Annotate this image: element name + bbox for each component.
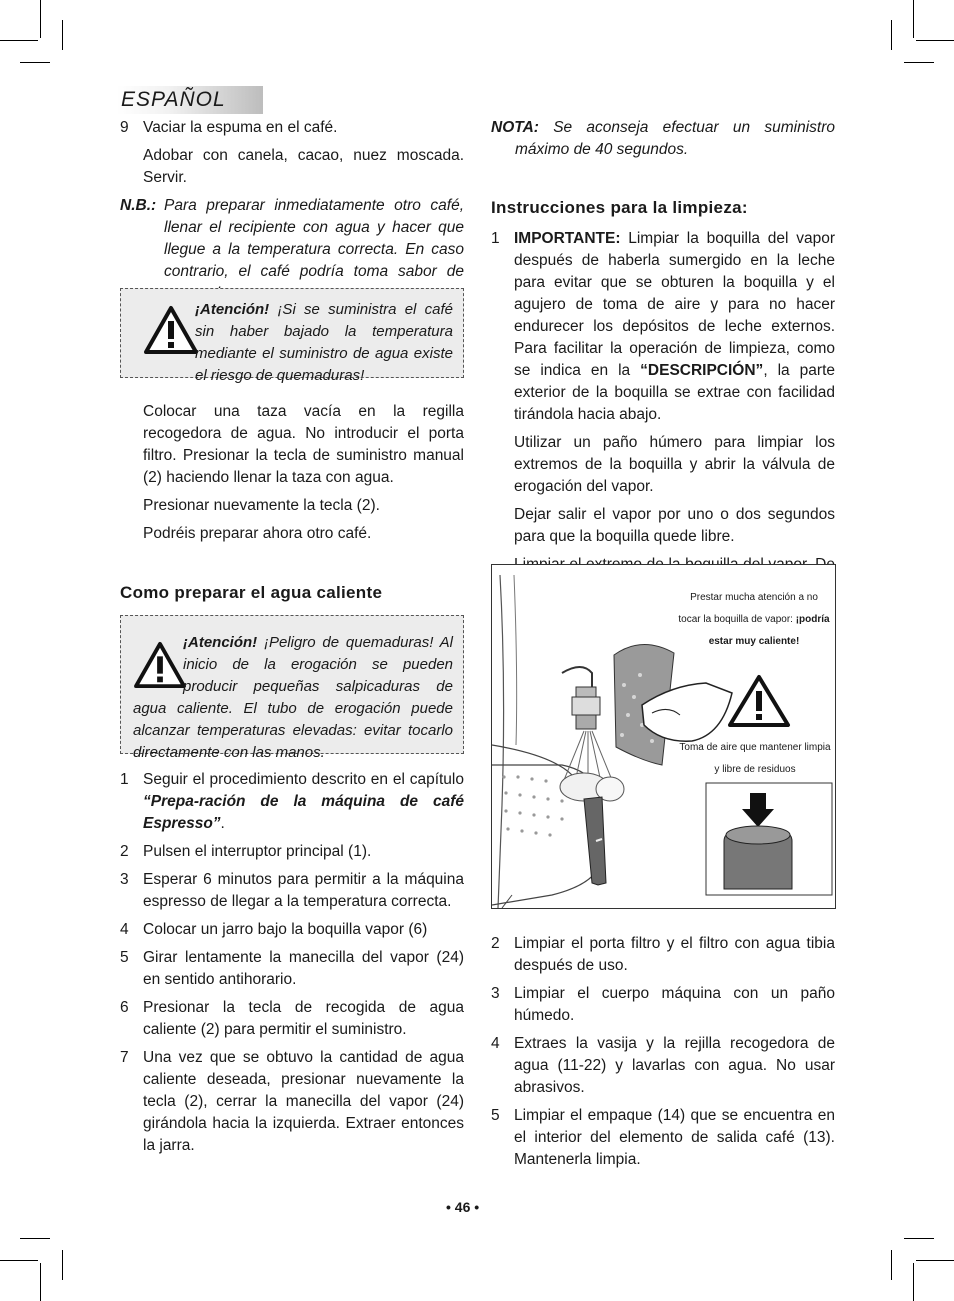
nota-tag: NOTA: bbox=[491, 119, 539, 136]
list-item bbox=[491, 1105, 835, 1171]
warning-title: ¡Atención! bbox=[183, 634, 258, 651]
steam-nozzle-illustration bbox=[491, 564, 836, 909]
item-text: Una vez que se obtuvo la cantidad de agua caliente deseada, presionar nuevamente la tecla (2), cerrar la manecilla del vapor (24) girándola hacia la izquierda. Extraer entonces la jarra. bbox=[143, 1049, 464, 1154]
list-item bbox=[120, 769, 464, 835]
item-number: 4 bbox=[120, 921, 129, 938]
item-text: Girar lentamente la manecilla del vapor (24) en sentido antihorario. bbox=[143, 949, 464, 988]
warning-box-hot-water bbox=[120, 615, 464, 761]
crop-mark bbox=[0, 40, 38, 41]
list-item bbox=[120, 869, 464, 913]
item-number: 5 bbox=[491, 1107, 500, 1124]
crop-mark bbox=[891, 20, 892, 50]
paragraph: Utilizar un paño húmero para limpiar los extremos de la boquilla y abrir la válvula de erogación del vapor. bbox=[514, 434, 835, 495]
crop-mark bbox=[20, 62, 50, 63]
crop-mark bbox=[916, 40, 954, 41]
nota-note bbox=[491, 117, 835, 161]
list-item bbox=[120, 841, 464, 863]
crop-mark bbox=[904, 62, 934, 63]
item-text: Esperar 6 minutos para permitir a la máquina espresso de llegar a la temperatura correcta. bbox=[143, 871, 464, 910]
warning-box-burn bbox=[120, 288, 464, 384]
crop-mark bbox=[62, 1250, 63, 1280]
figure-caption-air-intake: Toma de aire que mantener limpia y libre de residuos bbox=[679, 742, 831, 775]
paragraph: Presionar nuevamente la tecla (2). bbox=[143, 497, 380, 514]
crop-mark bbox=[40, 0, 41, 38]
left-top-section bbox=[120, 117, 464, 305]
item-text: Presionar la tecla de recogida de agua caliente (2) para permitir el suministro. bbox=[143, 999, 464, 1038]
section-heading-hot-water: Como preparar el agua caliente bbox=[120, 583, 383, 602]
warning-title: ¡Atención! bbox=[195, 301, 270, 318]
list-item bbox=[120, 117, 464, 139]
item-text: Pulsen el interruptor principal (1). bbox=[143, 843, 372, 860]
item-text: Colocar un jarro bajo la boquilla vapor (6) bbox=[143, 921, 428, 938]
crop-mark bbox=[20, 1238, 50, 1239]
chapter-reference: “DESCRIPCIÓN” bbox=[640, 362, 764, 379]
crop-mark bbox=[40, 1263, 41, 1301]
caption-text: Prestar mucha atención a no tocar la boquilla de vapor: bbox=[678, 592, 818, 625]
crop-mark bbox=[916, 1260, 954, 1261]
crop-mark bbox=[62, 20, 63, 50]
crop-mark bbox=[913, 0, 914, 38]
item-text: Limpiar el porta filtro y el filtro con agua tibia después de uso. bbox=[514, 935, 835, 974]
important-label: IMPORTANTE: bbox=[514, 230, 621, 247]
item-text: Extraes la vasija y la rejilla recogedora de agua (11-22) y lavarlas con agua. No usar abrasivos. bbox=[514, 1035, 835, 1096]
item-number: 9 bbox=[120, 119, 129, 136]
item-number: 7 bbox=[120, 1049, 129, 1066]
item-text: Limpiar el cuerpo máquina con un paño húmedo. bbox=[514, 985, 835, 1024]
nota-text: Se aconseja efectuar un suministro máximo de 40 segundos. bbox=[515, 119, 836, 158]
caption-emphasis: ¡podría estar muy caliente! bbox=[708, 614, 830, 647]
list-item bbox=[491, 228, 835, 426]
item-number: 1 bbox=[491, 230, 500, 247]
paragraph: Colocar una taza vacía en la regilla recogedora de agua. No introducir el porta filtro. Presionar la tecla de suministro manual (2) haciendo llenar la taza con agua. bbox=[143, 403, 464, 486]
item-number: 2 bbox=[120, 843, 129, 860]
item-text: Seguir el procedimiento descrito en el capítulo bbox=[143, 771, 464, 788]
item-text: Vaciar la espuma en el café. bbox=[143, 119, 338, 136]
section-heading-cleaning: Instrucciones para la limpieza: bbox=[491, 198, 748, 217]
nota-section bbox=[491, 117, 835, 161]
list-item bbox=[120, 997, 464, 1041]
item-text-tail: . bbox=[220, 815, 225, 832]
list-item bbox=[120, 947, 464, 991]
page-number: • 46 • bbox=[446, 1199, 480, 1215]
list-item bbox=[491, 933, 835, 977]
nb-text: Para preparar inmediatamente otro café, llenar el recipiente con agua y hacer que llegue a la temperatura correcta. En caso contrario, el café podría toma sabor de bbox=[164, 197, 464, 280]
item-text-tail: , la parte exterior de la boquilla se extrae con facilidad tirándola hacia abajo. bbox=[514, 362, 835, 423]
warning-text: ¡Peligro de quemaduras! Al inicio de la erogación se pueden producir pequeñas salpicaduras de agua caliente. El tubo de erogación puede alcanzar temperaturas elevadas: evitar tocarlo directamente con las manos. bbox=[133, 634, 453, 761]
item-number: 5 bbox=[120, 949, 129, 966]
crop-mark bbox=[904, 1238, 934, 1239]
language-label: ESPAÑOL bbox=[121, 88, 226, 111]
list-item bbox=[120, 919, 464, 941]
item-subtext: Adobar con canela, cacao, nuez moscada. Servir. bbox=[143, 147, 464, 186]
language-tab bbox=[117, 86, 263, 114]
item-number: 2 bbox=[491, 935, 500, 952]
cleaning-steps bbox=[491, 933, 835, 1177]
item-text: Limpiar el empaque (14) que se encuentra en el interior del elemento de salida café (13). Mantenerla limpia. bbox=[514, 1107, 835, 1168]
crop-mark bbox=[891, 1250, 892, 1280]
item-number: 6 bbox=[120, 999, 129, 1016]
list-item bbox=[120, 1047, 464, 1157]
left-mid-section bbox=[120, 401, 464, 551]
crop-mark bbox=[913, 1263, 914, 1301]
warning-triangle-icon bbox=[143, 305, 199, 355]
item-number: 4 bbox=[491, 1035, 500, 1052]
item-number: 1 bbox=[120, 771, 129, 788]
list-item bbox=[491, 983, 835, 1027]
nb-tag: N.B.: bbox=[120, 197, 157, 214]
item-number: 3 bbox=[491, 985, 500, 1002]
chapter-reference: “Prepa-ración de la máquina de café Espresso” bbox=[143, 793, 464, 832]
paragraph: Podréis preparar ahora otro café. bbox=[143, 525, 372, 542]
hot-water-steps bbox=[120, 769, 464, 1163]
warning-text: ¡Si se suministra el café sin haber bajado la temperatura mediante el suministro de agua existe el riesgo de quemaduras! bbox=[195, 301, 453, 384]
item-number: 3 bbox=[120, 871, 129, 888]
item-text: Limpiar la boquilla del vapor después de haberla sumergido en la leche para evitar que se obturen la boquilla y el agujero de toma de aire y para no hacer endurecer los depósitos de leche externos. Para facilitar la operación de limpieza, como se indica en la bbox=[514, 230, 835, 379]
figure-caption-hot-nozzle bbox=[678, 587, 830, 653]
list-item bbox=[491, 1033, 835, 1099]
crop-mark bbox=[0, 1260, 38, 1261]
paragraph: Dejar salir el vapor por uno o dos segundos para que la boquilla quede libre. bbox=[514, 506, 835, 545]
